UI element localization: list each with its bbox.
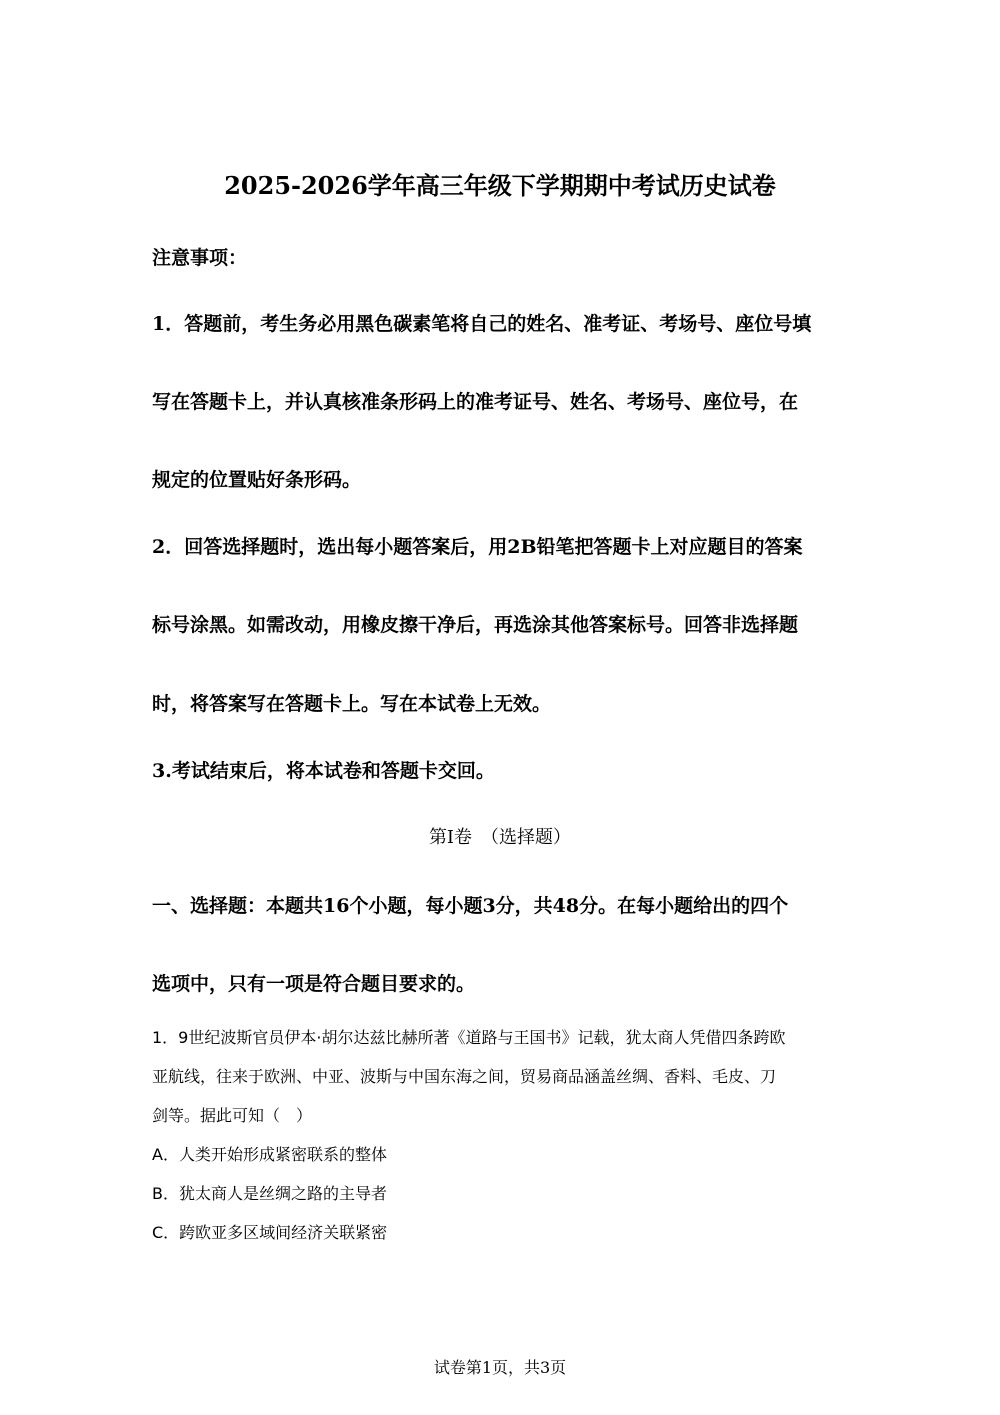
notice-line: 时，将答案写在答题卡上。写在本试卷上无效。 bbox=[152, 693, 552, 715]
notice-line: 规定的位置贴好条形码。 bbox=[152, 469, 362, 491]
part-instruction-line: 选项中，只有一项是符合题目要求的。 bbox=[152, 973, 476, 995]
notice-line: 2．回答选择题时，选出每小题答案后，用2B铅笔把答题卡上对应题目的答案 bbox=[152, 536, 803, 558]
notice-line: 1．答题前，考生务必用黑色碳素笔将自己的姓名、准考证、考场号、座位号填 bbox=[152, 313, 812, 335]
question-1-option-a: A．人类开始形成紧密联系的整体 bbox=[152, 1145, 387, 1164]
question-1-line: 1．9世纪波斯官员伊本·胡尔达兹比赫所著《道路与王国书》记载，犹太商人凭借四条跨欧 bbox=[152, 1028, 786, 1047]
notice-line: 3.考试结束后，将本试卷和答题卡交回。 bbox=[152, 760, 495, 782]
question-1-option-b: B．犹太商人是丝绸之路的主导者 bbox=[152, 1184, 387, 1203]
notice-line: 写在答题卡上，并认真核准条形码上的准考证号、姓名、考场号、座位号，在 bbox=[152, 391, 799, 413]
page-footer: 试卷第1页，共3页 bbox=[433, 1358, 567, 1377]
section-title: 第I卷 （选择题） bbox=[428, 827, 572, 848]
question-1-line: 亚航线，往来于欧洲、中亚、波斯与中国东海之间，贸易商品涵盖丝绸、香料、毛皮、刀 bbox=[152, 1067, 777, 1086]
question-1-option-c: C．跨欧亚多区域间经济关联紧密 bbox=[152, 1223, 388, 1242]
notice-heading: 注意事项： bbox=[152, 247, 248, 269]
exam-title: 2025-2026学年高三年级下学期期中考试历史试卷 bbox=[224, 171, 776, 200]
part-instruction-line: 一、选择题：本题共16个小题，每小题3分，共48分。在每小题给出的四个 bbox=[152, 895, 789, 917]
question-1-line: 剑等。据此可知（ ） bbox=[152, 1106, 313, 1125]
notice-line: 标号涂黑。如需改动，用橡皮擦干净后，再选涂其他答案标号。回答非选择题 bbox=[152, 614, 799, 636]
